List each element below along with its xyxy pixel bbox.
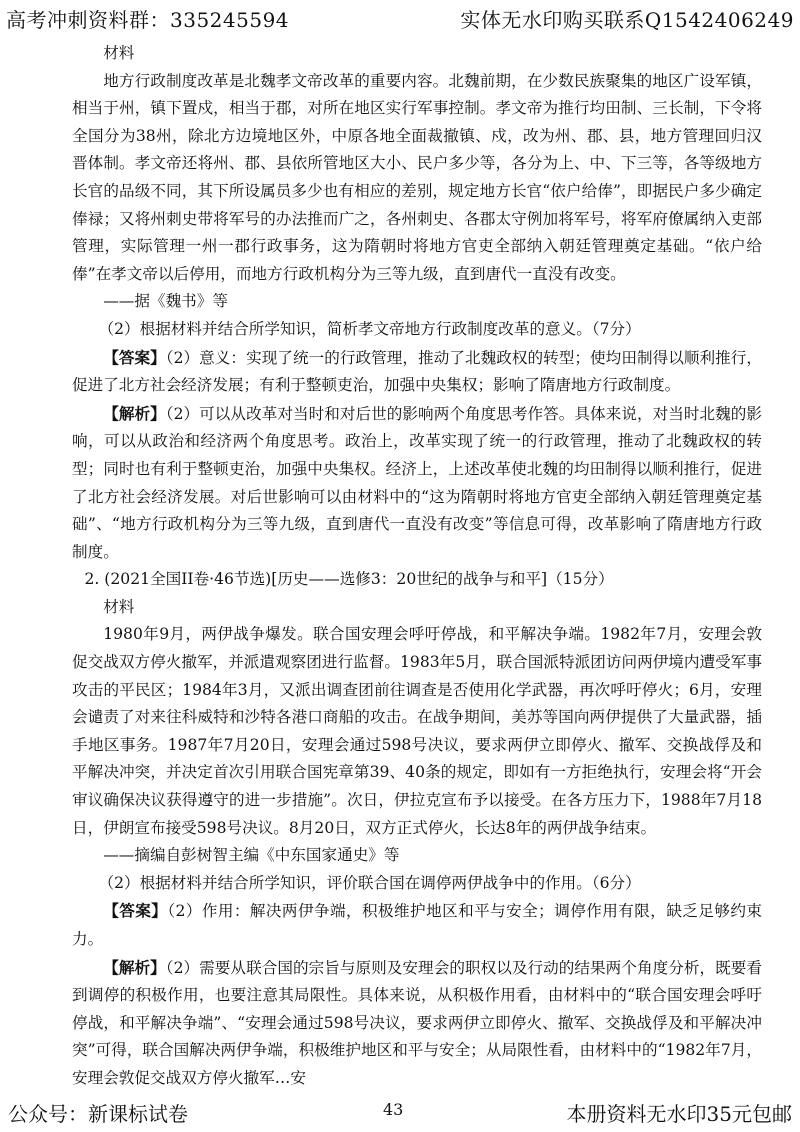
answer-text-1: （2）意义：实现了统一的行政管理，推动了北魏政权的转型；使均田制得以顺利推行，促进了北方社会经济发展；有利于整顿吏治，加强中央集权；影响了隋唐地方行政制度。: [72, 348, 762, 395]
material-source-1: ——据《魏书》等: [103, 292, 228, 311]
footer-right-text: 本册资料无水印35元包邮: [566, 1102, 792, 1126]
page-footer: [0, 1096, 800, 1128]
question-1: （2）根据材料并结合所学知识，简析孝文帝地方行政制度改革的意义。（7分）: [98, 319, 641, 338]
answer-tag-2: 【答案】: [103, 901, 168, 921]
analysis-text-2: （2）需要从联合国的宗旨与原则及安理会的职权以及行动的结果两个角度分析，既要看到调停的积极作用，也要注意其局限性。具体来说，从积极作用看，由材料中的“联合国安理会呼吁停战，和平解决争端”、“安理会通过598号决议，要求两伊立即停火、撤军、交换战俘及和平解决冲突”可得，联合国解决两伊争端，积极维护地区和平与安全；从局限性看，由材料中的“1982年7月，安理会敦促交战双方停火撤军…安: [72, 958, 762, 1087]
header-right-text: 实体无水印购买联系Q1542406249: [460, 8, 794, 32]
analysis-text-1: （2）可以从改革对当时和对后世的影响两个角度思考作答。具体来说，对当时北魏的影响，可以从政治和经济两个角度思考。政治上，改革实现了统一的行政管理，推动了北魏政权的转型；同时也有利于整顿吏治，加强中央集权。经济上，上述改革使北魏的均田制得以顺利推行，促进了北方社会经济发展。对后世影响可以由材料中的“这为隋朝时将地方官吏全部纳入朝廷管理奠定基础”、“地方行政机构分为三等九级，直到唐代一直没有改变”等信息可得，改革影响了隋唐地方行政制度。: [72, 404, 762, 561]
material-text-2: 1980年9月，两伊战争爆发。联合国安理会呼吁停战，和平解决争端。1982年7月，安理会敦促交战双方停火撤军，并派遣观察团进行监督。1983年5月，联合国派特派团访问两伊境内遭受军事攻击的平民区；1984年3月，又派出调查团前往调查是否使用化学武器，再次呼吁停火；6月，安理会谴责了对来往科威特和沙特各港口商船的攻击。在战争期间，美苏等国向两伊提供了大量武器，插手地区事务。1987年7月20日，安理会通过598号决议，要求两伊立即停火、撤军、交换战俘及和平解决冲突，并决定首次引用联合国宪章第39、40条的规定，即如有一方拒绝执行，安理会将“开会审议确保决议获得遵守的进一步措施”。次日，伊拉克宣布予以接受。在各方压力下，1988年7月18日，伊朗宣布接受598号决议。8月20日，双方正式停火，长达8年的两伊战争结束。: [72, 625, 762, 837]
document-body: [72, 40, 762, 1093]
answer-2: [72, 897, 762, 953]
answer-tag-1: 【答案】: [103, 347, 166, 367]
footer-left-text: 公众号：新课标试卷: [8, 1102, 188, 1126]
header-left-text: 高考冲刺资料群：335245594: [6, 8, 290, 32]
material-label-1: 材料: [103, 44, 135, 62]
analysis-1: [72, 400, 762, 567]
question-2: （2）根据材料并结合所学知识，评价联合国在调停两伊战争中的作用。（6分）: [98, 873, 641, 892]
material-label-2: 材料: [103, 597, 135, 616]
question-heading-2: 2. (2021全国II卷·46节选)[历史——选修3：20世纪的战争与和平]（15分）: [84, 570, 614, 589]
analysis-tag-1: 【解析】: [103, 403, 166, 423]
page-header: [0, 0, 800, 36]
material-text-1: 地方行政制度改革是北魏孝文帝改革的重要内容。北魏前期，在少数民族聚集的地区广设军镇，相当于州，镇下置戍，相当于郡，对所在地区实行军事控制。孝文帝为推行均田制、三长制，下令将全国分为38州，除北方边境地区外，中原各地全面裁撤镇、戍，改为州、郡、县，地方管理回归汉晋体制。孝文帝还将州、郡、县依所管地区大小、民户多少等，各分为上、中、下三等，各等级地方长官的品级不同，其下所设属员多少也有相应的差别，规定地方长官“依户给俸”，即据民户多少确定俸禄；又将州刺史带将军号的办法推而广之，各州刺史、各郡太守例加将军号，将军府僚属纳入吏部管理，实际管理一州一郡行政事务，这为隋朝时将地方官吏全部纳入朝廷管理奠定基础。“依户给俸”在孝文帝以后停用，而地方行政机构分为三等九级，直到唐代一直没有改变。: [72, 71, 762, 283]
analysis-tag-2: 【解析】: [103, 957, 166, 977]
analysis-2: [72, 954, 762, 1093]
answer-text-2: （2）作用：解决两伊争端，积极维护地区和平与安全；调停作用有限，缺乏足够约束力。: [72, 902, 762, 948]
material-source-2: ——摘编自彭树智主编《中东国家通史》等: [103, 846, 400, 865]
page-number: 43: [383, 1100, 404, 1119]
answer-1: [72, 344, 762, 400]
